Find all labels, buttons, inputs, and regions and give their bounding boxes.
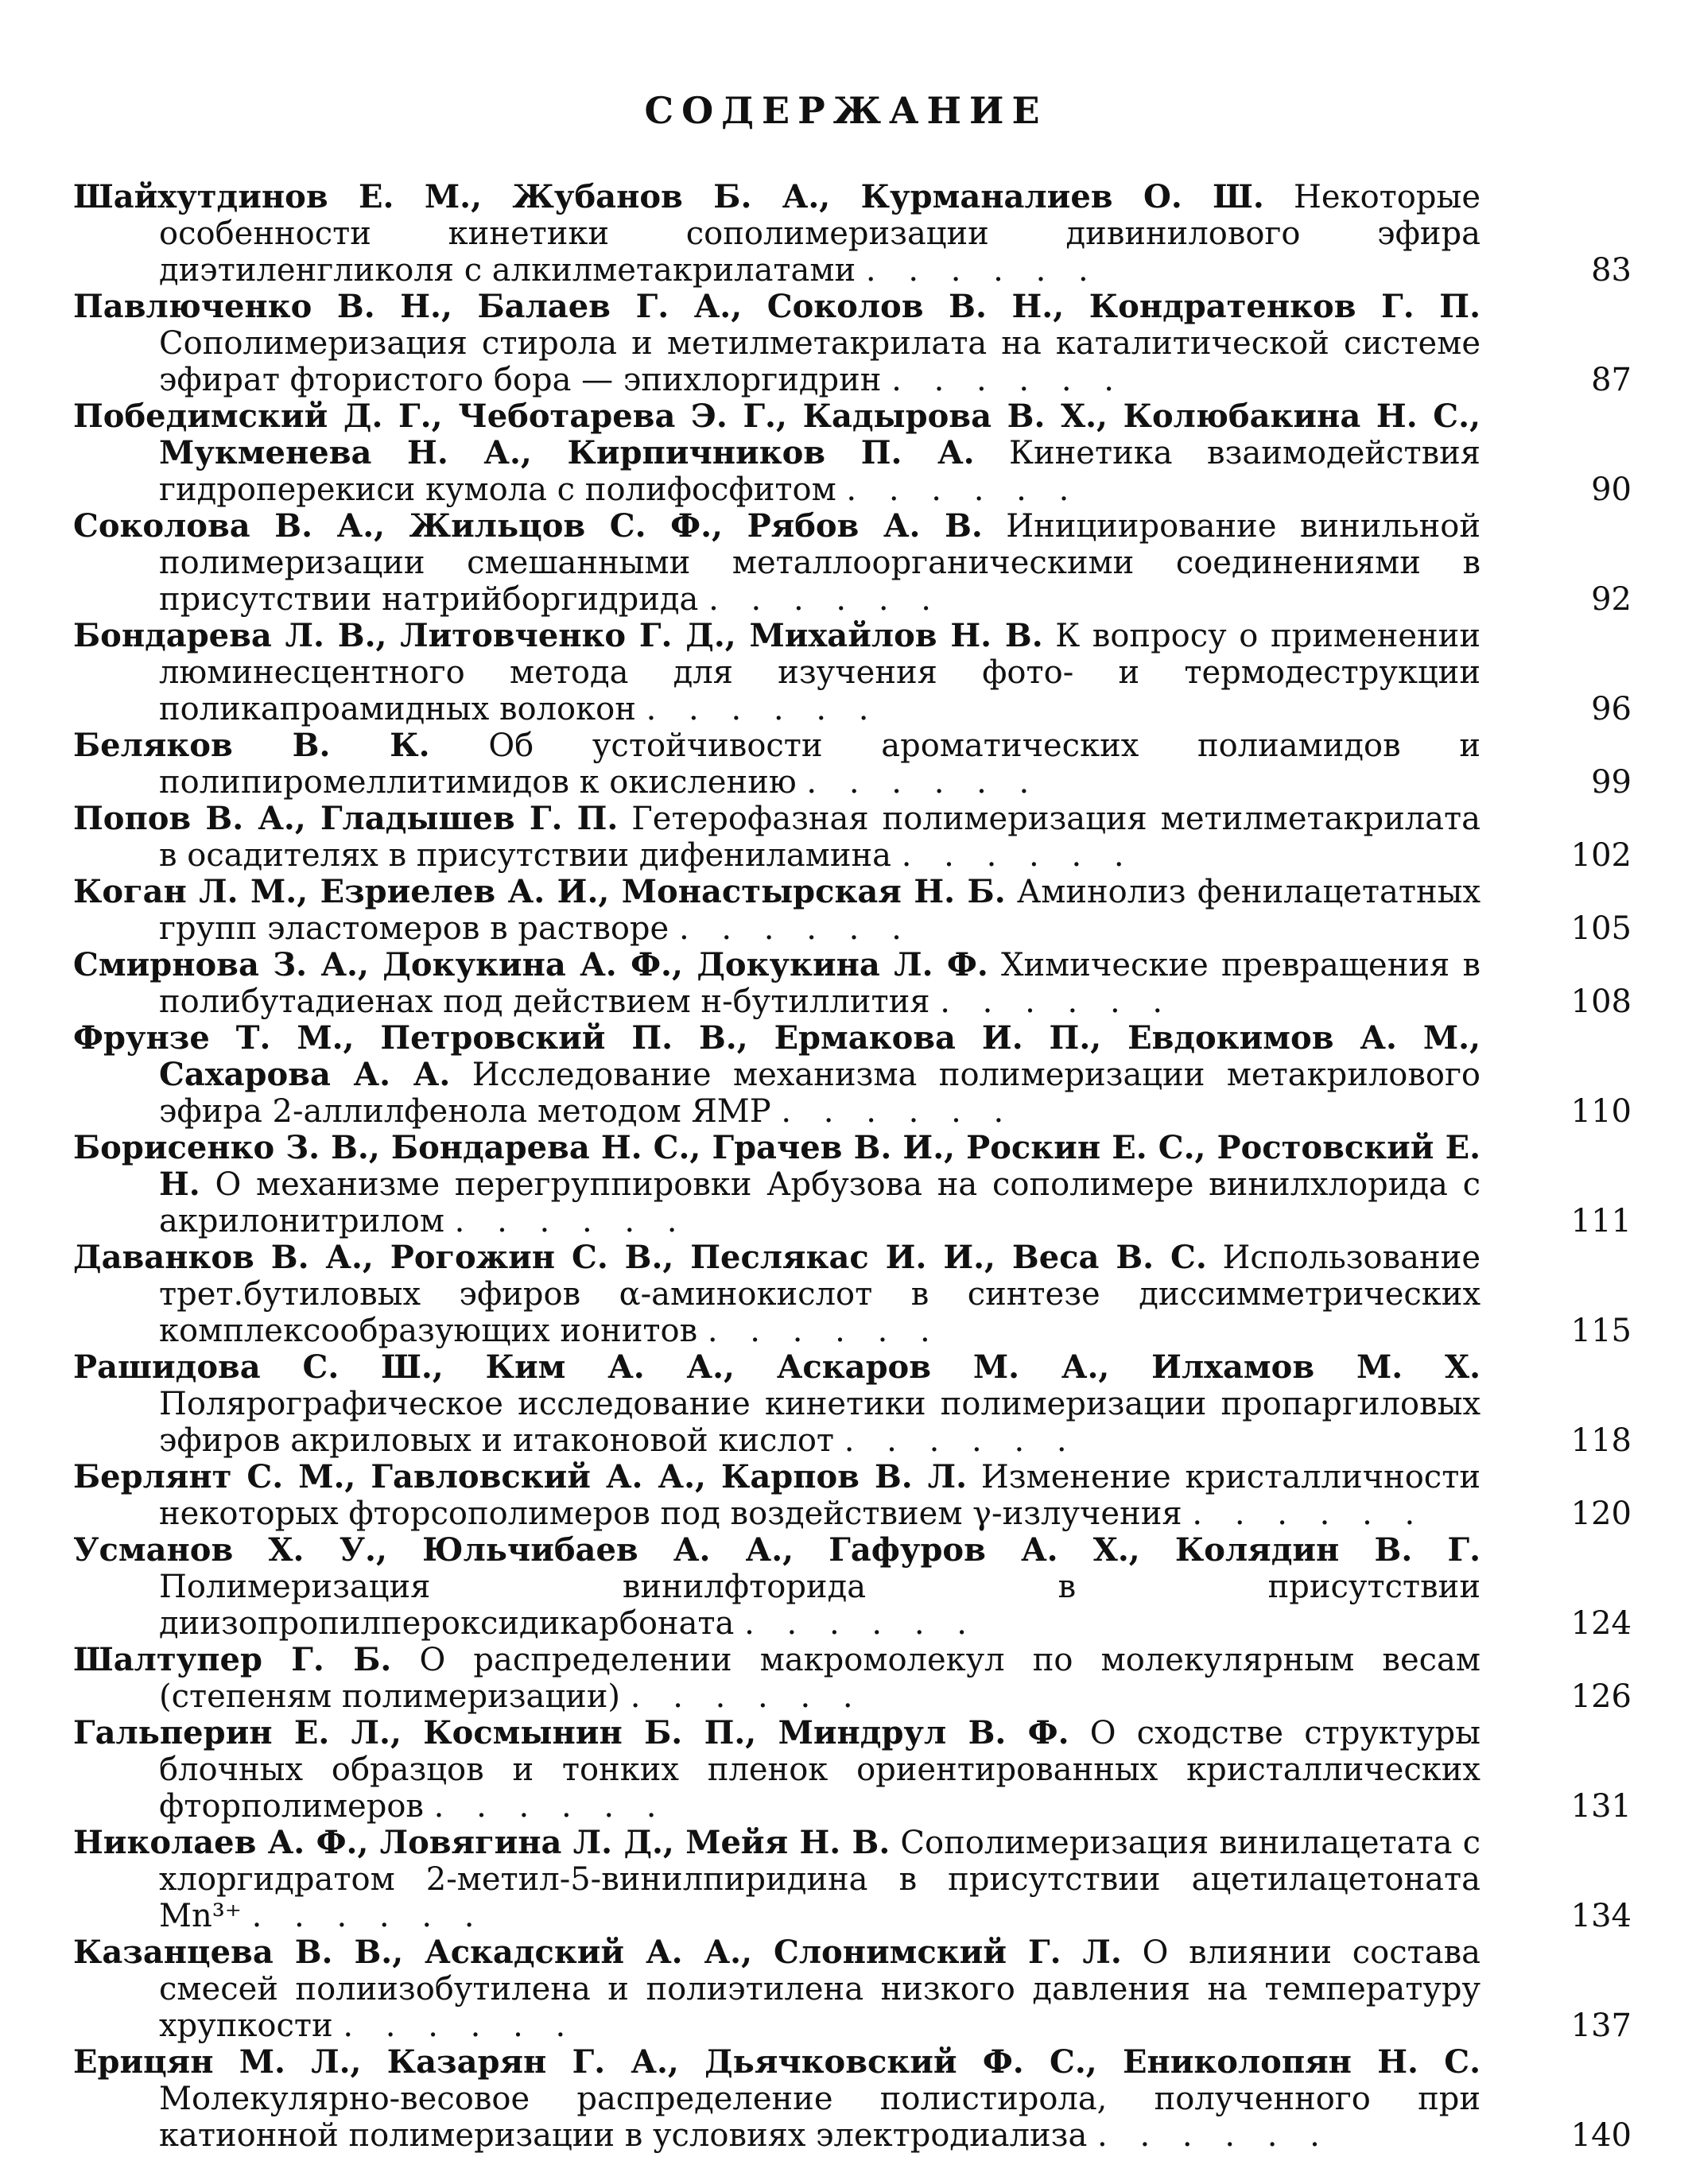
- leader-dots: . . . . . .: [433, 1788, 668, 1825]
- entry-page-number: 140: [1570, 2117, 1632, 2154]
- toc-entry: [73, 801, 1632, 874]
- toc-entry: [73, 2044, 1632, 2154]
- entry-title: О механизме перегруппировки Арбузова на сополимере винилхлорида с акрилонитрилом: [159, 1166, 1481, 1239]
- entry-authors: Шайхутдинов Е. М., Жубанов Б. А., Курманалиев О. Ш.: [73, 178, 1264, 215]
- entry-title: Сополимеризация стирола и метилметакрилата на каталитической системе эфират фтористого бора — эпихлоргидрин: [159, 325, 1480, 398]
- entry-page-number: 96: [1591, 691, 1632, 727]
- entry-page-number: 87: [1591, 362, 1632, 398]
- leader-dots: . . . . . .: [343, 2007, 577, 2044]
- entry-title: О распределении макромолекул по молекулярным весам (степеням полимеризации): [159, 1642, 1480, 1715]
- entry-page-number: 118: [1570, 1422, 1632, 1459]
- toc-entry: [73, 1715, 1632, 1825]
- entry-authors: Даванков В. А., Рогожин С. В., Песлякас И. И., Веса В. С.: [73, 1239, 1207, 1276]
- entry-page-number: 111: [1570, 1203, 1632, 1239]
- entry-page-number: 105: [1570, 910, 1632, 947]
- toc-entry: [73, 179, 1632, 289]
- entry-title: Молекулярно-весовое распределение полистирола, полученного при катионной полимеризации в условиях электродиализа: [159, 2081, 1480, 2154]
- entry-title: Инициирование винильной полимеризации смешанными металлоорганическими соединениями в присутствии натрийборгидрида: [159, 508, 1480, 618]
- leader-dots: . . . . . .: [891, 362, 1126, 398]
- entry-title: Некоторые особенности кинетики сополимеризации дивинилового эфира диэтиленгликоля с алкилметакрилатами: [159, 179, 1480, 289]
- leader-dots: . . . . . .: [901, 837, 1135, 874]
- leader-dots: . . . . . .: [846, 471, 1081, 508]
- toc-entry: [73, 1459, 1632, 1532]
- entry-page-number: 124: [1570, 1605, 1632, 1642]
- leader-dots: . . . . . .: [940, 983, 1174, 1020]
- entry-authors: Берлянт С. М., Гавловский А. А., Карпов В. Л.: [73, 1458, 968, 1495]
- entry-title: Об устойчивости ароматических полиамидов и полипиромеллитимидов к окислению: [159, 727, 1481, 801]
- entry-authors: Соколова В. А., Жильцов С. Ф., Рябов А. В.: [73, 507, 983, 545]
- leader-dots: . . . . . .: [806, 764, 1041, 801]
- entry-authors: Беляков В. К.: [73, 727, 430, 764]
- leader-dots: . . . . . .: [1097, 2117, 1331, 2154]
- page-title: СОДЕРЖАНИЕ: [644, 89, 1048, 132]
- entry-title: О сходстве структуры блочных образцов и тонких пленок ориентированных кристаллических фторполимеров: [159, 1715, 1480, 1825]
- leader-dots: . . . . . .: [630, 1678, 864, 1715]
- entry-authors: Коган Л. М., Езриелев А. И., Монастырская Н. Б.: [73, 873, 1006, 910]
- entry-title: Кинетика взаимодействия гидроперекиси кумола с полифосфитом: [159, 435, 1481, 508]
- leader-dots: . . . . . .: [865, 252, 1100, 289]
- entry-page-number: 108: [1570, 983, 1632, 1020]
- leader-dots: . . . . . .: [646, 691, 880, 727]
- entry-authors: Попов В. А., Гладышев Г. П.: [73, 800, 619, 837]
- entry-title: Полярографическое исследование кинетики полимеризации пропаргиловых эфиров акриловых и итаконовой кислот: [159, 1386, 1480, 1459]
- entry-authors: Рашидова С. Ш., Ким А. А., Аскаров М. А., Илхамов М. Х.: [73, 1348, 1480, 1386]
- entry-title: Использование трет.бутиловых эфиров α-аминокислот в синтезе диссимметрических комплексообразующих ионитов: [159, 1239, 1480, 1349]
- entry-page-number: 92: [1591, 581, 1632, 618]
- toc-entry: [73, 727, 1632, 801]
- leader-dots: . . . . . .: [744, 1605, 978, 1642]
- entry-page-number: 102: [1570, 837, 1632, 874]
- toc-entry: [73, 289, 1632, 398]
- toc-entry: [73, 1934, 1632, 2044]
- entry-title: К вопросу о применении люминесцентного метода для изучения фото- и термодеструкции поликапроамидных волокон: [159, 618, 1481, 727]
- leader-dots: . . . . . .: [781, 1093, 1015, 1130]
- toc-entry: [73, 874, 1632, 947]
- entry-authors: Смирнова З. А., Докукина А. Ф., Докукина Л. Ф.: [73, 946, 988, 983]
- entry-title: Исследование механизма полимеризации метакрилового эфира 2-аллилфенола методом ЯМР: [159, 1057, 1480, 1130]
- table-of-contents: [73, 179, 1632, 2154]
- toc-entry: [73, 947, 1632, 1020]
- entry-title: Сополимеризация винилацетата с хлоргидратом 2-метил-5-винилпиридина в присутствии ацетилацетоната Mn³⁺: [159, 1825, 1481, 1934]
- entry-page-number: 120: [1570, 1495, 1632, 1532]
- entry-authors: Победимский Д. Г., Чеботарева Э. Г., Кадырова В. Х., Колюбакина Н. С., Мукменева Н. А., Кирпичников П. А.: [73, 398, 1480, 471]
- toc-entry: [73, 1130, 1632, 1239]
- entry-title: Гетерофазная полимеризация метилметакрилата в осадителях в присутствии дифениламина: [159, 801, 1480, 874]
- leader-dots: . . . . . .: [678, 910, 913, 947]
- leader-dots: . . . . . .: [708, 581, 942, 618]
- entry-authors: Борисенко З. В., Бондарева Н. С., Грачев В. И., Роскин Е. С., Ростовский Е. Н.: [73, 1129, 1480, 1203]
- toc-entry: [73, 508, 1632, 618]
- entry-page-number: 137: [1570, 2007, 1632, 2044]
- entry-authors: Гальперин Е. Л., Космынин Б. П., Миндрул В. Ф.: [73, 1714, 1069, 1751]
- entry-authors: Павлюченко В. Н., Балаев Г. А., Соколов В. Н., Кондратенков Г. П.: [73, 288, 1480, 325]
- entry-authors: Бондарева Л. В., Литовченко Г. Д., Михайлов Н. В.: [73, 617, 1043, 654]
- toc-entry: [73, 1825, 1632, 1934]
- entry-authors: Ерицян М. Л., Казарян Г. А., Дьячковский Ф. С., Ениколопян Н. С.: [73, 2043, 1480, 2081]
- toc-entry: [73, 1532, 1632, 1642]
- entry-title: Изменение кристалличности некоторых фторсополимеров под воздействием γ-излучения: [159, 1459, 1480, 1532]
- entry-title: Аминолиз фенилацетатных групп эластомеров в растворе: [159, 874, 1480, 947]
- toc-entry: [73, 1349, 1632, 1459]
- toc-entry: [73, 618, 1632, 727]
- entry-page-number: 110: [1570, 1093, 1632, 1130]
- entry-page-number: 115: [1570, 1313, 1632, 1349]
- leader-dots: . . . . . .: [251, 1898, 486, 1934]
- entry-title: О влиянии состава смесей полиизобутилена и полиэтилена низкого давления на температуру хрупкости: [159, 1934, 1481, 2044]
- entry-page-number: 126: [1570, 1678, 1632, 1715]
- entry-title: Полимеризация винилфторида в присутствии диизопропилпероксидикарбоната: [159, 1569, 1480, 1642]
- leader-dots: . . . . . .: [844, 1422, 1078, 1459]
- entry-title: Химические превращения в полибутадиенах под действием н-бутиллития: [159, 947, 1480, 1020]
- entry-authors: Казанцева В. В., Аскадский А. А., Слонимский Г. Л.: [73, 1934, 1122, 1971]
- entry-page-number: 131: [1570, 1788, 1632, 1825]
- leader-dots: . . . . . .: [454, 1203, 689, 1239]
- toc-entry: [73, 1239, 1632, 1349]
- entry-authors: Усманов Х. У., Юльчибаев А. А., Гафуров А. Х., Колядин В. Г.: [73, 1531, 1480, 1569]
- entry-authors: Шалтупер Г. Б.: [73, 1641, 392, 1678]
- entry-page-number: 83: [1591, 252, 1632, 289]
- leader-dots: . . . . . .: [707, 1313, 941, 1349]
- entry-page-number: 99: [1591, 764, 1632, 801]
- entry-authors: Николаев А. Ф., Ловягина Л. Д., Мейя Н. В.: [73, 1824, 891, 1861]
- entry-page-number: 90: [1591, 471, 1632, 508]
- toc-entry: [73, 398, 1632, 508]
- entry-authors: Фрунзе Т. М., Петровский П. В., Ермакова И. П., Евдокимов А. М., Сахарова А. А.: [73, 1019, 1480, 1093]
- toc-entry: [73, 1020, 1632, 1130]
- leader-dots: . . . . . .: [1192, 1495, 1426, 1532]
- entry-page-number: 134: [1570, 1898, 1632, 1934]
- toc-entry: [73, 1642, 1632, 1715]
